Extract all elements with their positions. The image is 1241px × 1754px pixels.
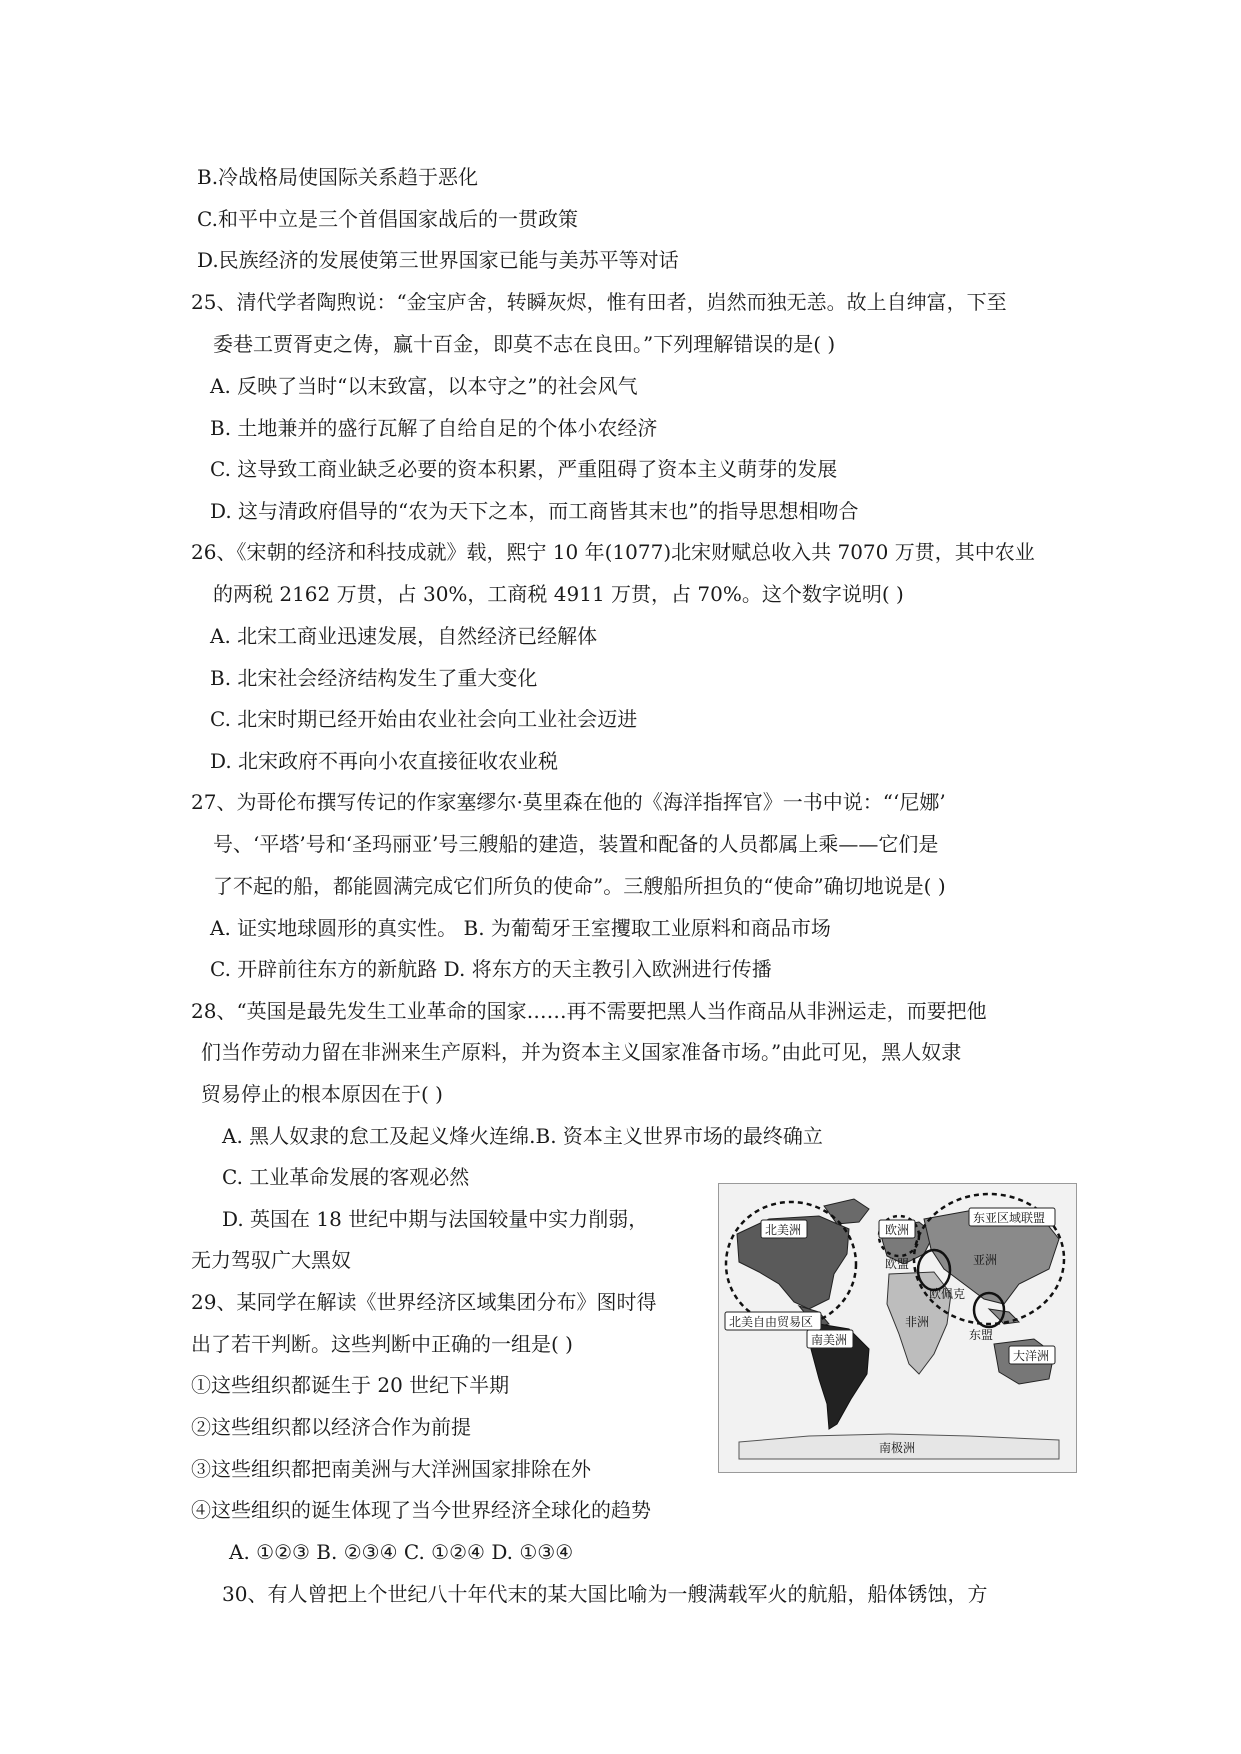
option-line: A. 反映了当时“以末致富，以本守之”的社会风气: [210, 374, 638, 398]
option-line: C. 开辟前往东方的新航路 D. 将东方的天主教引入欧洲进行传播: [210, 957, 772, 981]
option-line: C. 这导致工商业缺乏必要的资本积累，严重阻碍了资本主义萌芽的发展: [210, 457, 838, 481]
option-line: 无力驾驭广大黑奴: [191, 1248, 351, 1272]
question-26-line: 26、《宋朝的经济和科技成就》载，熙宁 10 年(1077)北宋财赋总收入共 7070 万贯，其中农业: [191, 540, 1035, 564]
option-line: B. 土地兼并的盛行瓦解了自给自足的个体小农经济: [210, 416, 658, 440]
option-line: D. 英国在 18 世纪中期与法国较量中实力削弱，: [222, 1207, 649, 1231]
option-line: C.和平中立是三个首倡国家战后的一贯政策: [197, 207, 578, 231]
map-label-north-america: 北美洲: [765, 1223, 802, 1237]
question-28-line: 28、“英国是最先发生工业革命的国家……再不需要把黑人当作商品从非洲运走，而要把他: [191, 999, 987, 1023]
option-line: D. 这与清政府倡导的“农为天下之本，而工商皆其末也”的指导思想相吻合: [210, 499, 859, 523]
question-28-line: 们当作劳动力留在非洲来生产原料，并为资本主义国家准备市场。”由此可见，黑人奴隶: [201, 1040, 962, 1064]
map-label-africa: 非洲: [905, 1315, 930, 1329]
option-line: C. 工业革命发展的客观必然: [222, 1165, 470, 1189]
question-30-line: 30、有人曾把上个世纪八十年代末的某大国比喻为一艘满载军火的航船，船体锈蚀，方: [222, 1582, 988, 1606]
question-25-line: 25、清代学者陶煦说：“金宝庐舍，转瞬灰烬，惟有田者，岿然而独无恙。故上自绅富，下至: [191, 290, 1007, 314]
question-25-line: 委巷工贾胥吏之俦，赢十百金，即莫不志在良田。”下列理解错误的是( ): [213, 332, 836, 356]
map-label-eu: 欧盟: [885, 1257, 910, 1271]
map-label-south-america: 南美洲: [811, 1333, 848, 1347]
option-line: B.冷战格局使国际关系趋于恶化: [197, 165, 479, 189]
map-label-antarctica: 南极洲: [879, 1441, 916, 1455]
option-line: D. 北宋政府不再向小农直接征收农业税: [210, 749, 559, 773]
map-label-europe: 欧洲: [885, 1223, 910, 1237]
statement-line: ①这些组织都诞生于 20 世纪下半期: [191, 1373, 510, 1397]
world-economic-blocs-map: [718, 1183, 1077, 1473]
map-label-opec: 欧佩克: [929, 1287, 966, 1301]
statement-line: ④这些组织的诞生体现了当今世界经济全球化的趋势: [191, 1498, 651, 1522]
question-28-line: 贸易停止的根本原因在于( ): [201, 1082, 443, 1106]
map-label-nafta: 北美自由贸易区: [729, 1315, 814, 1329]
question-29-line: 29、某同学在解读《世界经济区域集团分布》图时得: [191, 1290, 657, 1314]
option-line: C. 北宋时期已经开始由农业社会向工业社会迈进: [210, 707, 638, 731]
option-line: A. ①②③ B. ②③④ C. ①②④ D. ①③④: [229, 1540, 574, 1564]
question-27-line: 号、‘平塔’号和‘圣玛丽亚’号三艘船的建造，装置和配备的人员都属上乘——它们是: [213, 832, 939, 856]
option-line: A. 黑人奴隶的怠工及起义烽火连绵.B. 资本主义世界市场的最终确立: [222, 1124, 823, 1148]
map-label-east-asia-union: 东亚区域联盟: [973, 1211, 1046, 1225]
question-29-line: 出了若干判断。这些判断中正确的一组是( ): [191, 1332, 573, 1356]
question-27-line: 了不起的船，都能圆满完成它们所负的使命”。三艘船所担负的“使命”确切地说是( ): [213, 874, 946, 898]
map-label-asean: 东盟: [969, 1328, 994, 1342]
option-line: A. 北宋工商业迅速发展，自然经济已经解体: [210, 624, 598, 648]
question-27-line: 27、为哥伦布撰写传记的作家塞缪尔·莫里森在他的《海洋指挥官》一书中说：“‘尼娜’: [191, 790, 946, 814]
map-label-asia: 亚洲: [973, 1253, 998, 1267]
statement-line: ③这些组织都把南美洲与大洋洲国家排除在外: [191, 1457, 591, 1481]
option-line: D.民族经济的发展使第三世界国家已能与美苏平等对话: [197, 248, 679, 272]
statement-line: ②这些组织都以经济合作为前提: [191, 1415, 471, 1439]
option-line: A. 证实地球圆形的真实性。 B. 为葡萄牙王室攫取工业原料和商品市场: [210, 916, 831, 940]
map-label-oceania: 大洋洲: [1013, 1349, 1050, 1363]
question-26-line: 的两税 2162 万贯，占 30%，工商税 4911 万贯，占 70%。这个数字说明( ): [213, 582, 904, 606]
option-line: B. 北宋社会经济结构发生了重大变化: [210, 666, 538, 690]
